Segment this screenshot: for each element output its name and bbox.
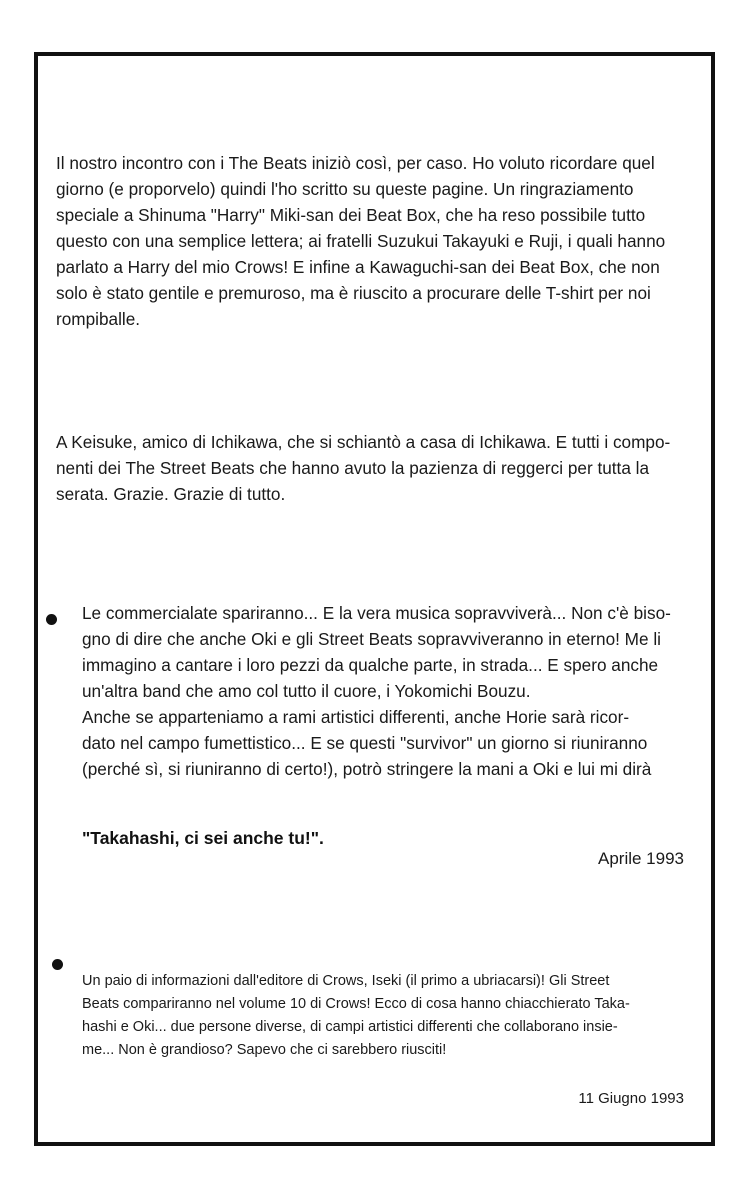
bullet-icon [52, 959, 63, 970]
thanks-paragraph: A Keisuke, amico di Ichikawa, che si schiantò a casa di Ichikawa. E tutti i compo- nenti dei The Street Beats che hanno avuto la pazienza di reggerci per tutta la serata. Grazie. Grazie di tutto. [56, 432, 671, 504]
intro-paragraph: Il nostro incontro con i The Beats iniziò così, per caso. Ho voluto ricordare quel giorno (e proporvelo) quindi l'ho scritto su queste pagine. Un ringraziamento speciale a Shinuma "Harry" Miki-san dei Beat Box, che ha reso possibile tutto questo con una semplice lettera; ai fratelli Suzukui Takayuki e Ruji, i quali hanno parlato a Harry del mio Crows! E infine a Kawaguchi-san dei Beat Box, che non solo è stato gentile e premuroso, ma è riuscito a procurare delle T-shirt per noi rompiballe. [56, 153, 666, 329]
editor-note-date: 11 Giugno 1993 [578, 1090, 684, 1107]
quote-text: "Takahashi, ci sei anche tu!". [82, 828, 324, 848]
note-text: Le commercialate spariranno... E la vera musica sopravviverà... Non c'è biso- gno di dire che anche Oki e gli Street Beats sopravviveranno in eterno! Me li immagino a cantare i loro pezzi da qualche parte, in strada... E spero anche un'altra band che amo col tutto il cuore, i Yokomichi Bouzu. Anche se apparteniamo a rami artistici differenti, anche Horie sarà ricor- dato nel campo fumettistico... E se questi "survivor" un giorno si riuniranno (perché sì, si riuniranno di certo!), potrò stringere la mani a Oki e lui mi dirà [82, 603, 671, 779]
editor-note-text: Un paio di informazioni dall'editore di Crows, Iseki (il primo a ubriacarsi)! Gli Street Beats compariranno nel volume 10 di Crows! Ecco di cosa hanno chiacchierato Taka- hashi e Oki... due persone diverse, di campi artistici differenti che collaborano insie- me... Non è grandioso? Sapevo che ci sarebbero riusciti! [82, 972, 630, 1058]
note-date: Aprile 1993 [597, 849, 684, 868]
bullet-icon [46, 614, 57, 625]
